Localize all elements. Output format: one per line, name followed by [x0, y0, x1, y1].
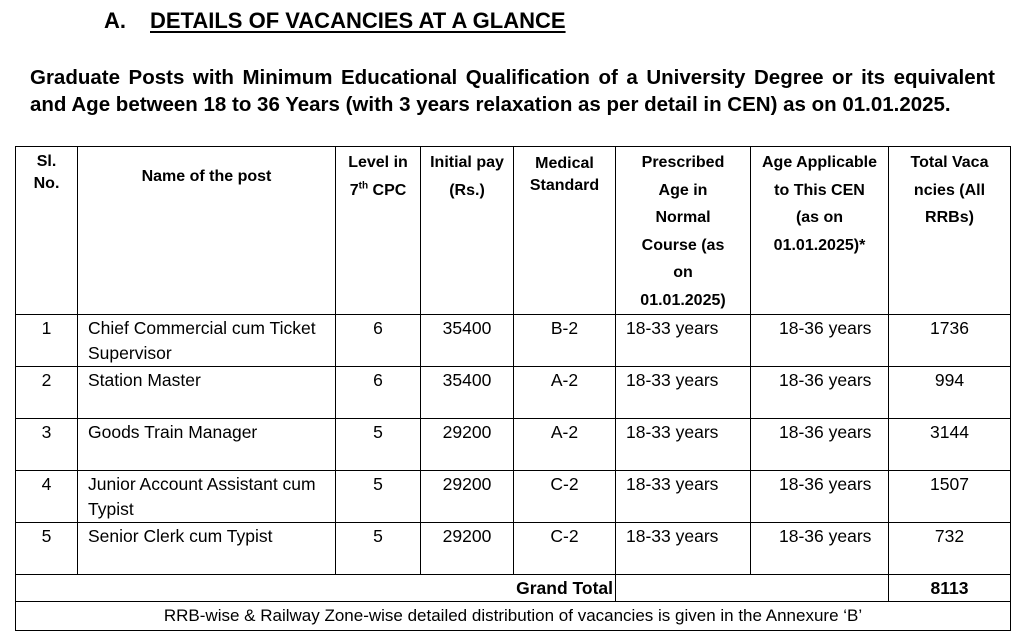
footer-note-row — [16, 602, 1011, 631]
cell-total: 732 — [889, 523, 1011, 575]
cell-medical: C-2 — [514, 471, 616, 523]
header-medical-standard: Medical Standard — [514, 147, 616, 315]
cell-age-applicable: 18-36 years — [751, 315, 889, 367]
grand-total-spacer — [616, 575, 889, 602]
cell-total: 994 — [889, 367, 1011, 419]
cell-sl: 1 — [16, 315, 78, 367]
cell-pay: 35400 — [421, 315, 514, 367]
cell-medical: A-2 — [514, 419, 616, 471]
table-row — [16, 315, 1011, 367]
vacancies-table — [15, 146, 1011, 631]
cell-pay: 29200 — [421, 523, 514, 575]
table-row — [16, 471, 1011, 523]
header-level: Level in 7th CPC — [336, 147, 421, 315]
cell-post-name: Chief Commercial cum Ticket Supervisor — [78, 315, 336, 367]
cell-level: 5 — [336, 523, 421, 575]
cell-age-applicable: 18-36 years — [751, 419, 889, 471]
cell-medical: B-2 — [514, 315, 616, 367]
header-initial-pay: Initial pay (Rs.) — [421, 147, 514, 315]
cell-age-applicable: 18-36 years — [751, 367, 889, 419]
cell-age-applicable: 18-36 years — [751, 523, 889, 575]
header-age-applicable: Age Applicable to This CEN (as on 01.01.2025)* — [751, 147, 889, 315]
cell-total: 1507 — [889, 471, 1011, 523]
table-header-row — [16, 147, 1011, 315]
cell-medical: C-2 — [514, 523, 616, 575]
cell-post-name: Junior Account Assistant cum Typist — [78, 471, 336, 523]
intro-paragraph: Graduate Posts with Minimum Educational Qualification of a University Degree or its equivalent and Age between 18 to 36 Years (with 3 years relaxation as per detail in CEN) as on 01.01.2025. — [30, 66, 995, 116]
cell-age-applicable: 18-36 years — [751, 471, 889, 523]
cell-prescribed-age: 18-33 years — [616, 523, 751, 575]
cell-post-name: Station Master — [78, 367, 336, 419]
section-title: DETAILS OF VACANCIES AT A GLANCE — [150, 8, 566, 33]
cell-level: 5 — [336, 419, 421, 471]
header-prescribed-age: Prescribed Age in Normal Course (as on 01.01.2025) — [616, 147, 751, 315]
cell-prescribed-age: 18-33 years — [616, 471, 751, 523]
cell-sl: 2 — [16, 367, 78, 419]
cell-pay: 35400 — [421, 367, 514, 419]
cell-total: 3144 — [889, 419, 1011, 471]
section-heading — [104, 8, 566, 34]
cell-pay: 29200 — [421, 471, 514, 523]
section-letter: A. — [104, 8, 126, 33]
cell-level: 6 — [336, 367, 421, 419]
grand-total-row — [16, 575, 1011, 602]
header-post-name: Name of the post — [78, 147, 336, 315]
cell-post-name: Goods Train Manager — [78, 419, 336, 471]
cell-level: 5 — [336, 471, 421, 523]
table-row — [16, 419, 1011, 471]
footer-note: RRB-wise & Railway Zone-wise detailed distribution of vacancies is given in the Annexure ‘B’ — [16, 602, 1011, 631]
table-row — [16, 367, 1011, 419]
header-sl-no: Sl. No. — [16, 147, 78, 315]
grand-total-label: Grand Total — [16, 575, 616, 602]
grand-total-value: 8113 — [889, 575, 1011, 602]
cell-level: 6 — [336, 315, 421, 367]
cell-prescribed-age: 18-33 years — [616, 419, 751, 471]
cell-sl: 3 — [16, 419, 78, 471]
cell-medical: A-2 — [514, 367, 616, 419]
header-total-vacancies: Total Vacancies (All RRBs) — [889, 147, 1011, 315]
cell-sl: 4 — [16, 471, 78, 523]
cell-total: 1736 — [889, 315, 1011, 367]
table-row — [16, 523, 1011, 575]
cell-prescribed-age: 18-33 years — [616, 315, 751, 367]
cell-post-name: Senior Clerk cum Typist — [78, 523, 336, 575]
cell-sl: 5 — [16, 523, 78, 575]
cell-pay: 29200 — [421, 419, 514, 471]
cell-prescribed-age: 18-33 years — [616, 367, 751, 419]
